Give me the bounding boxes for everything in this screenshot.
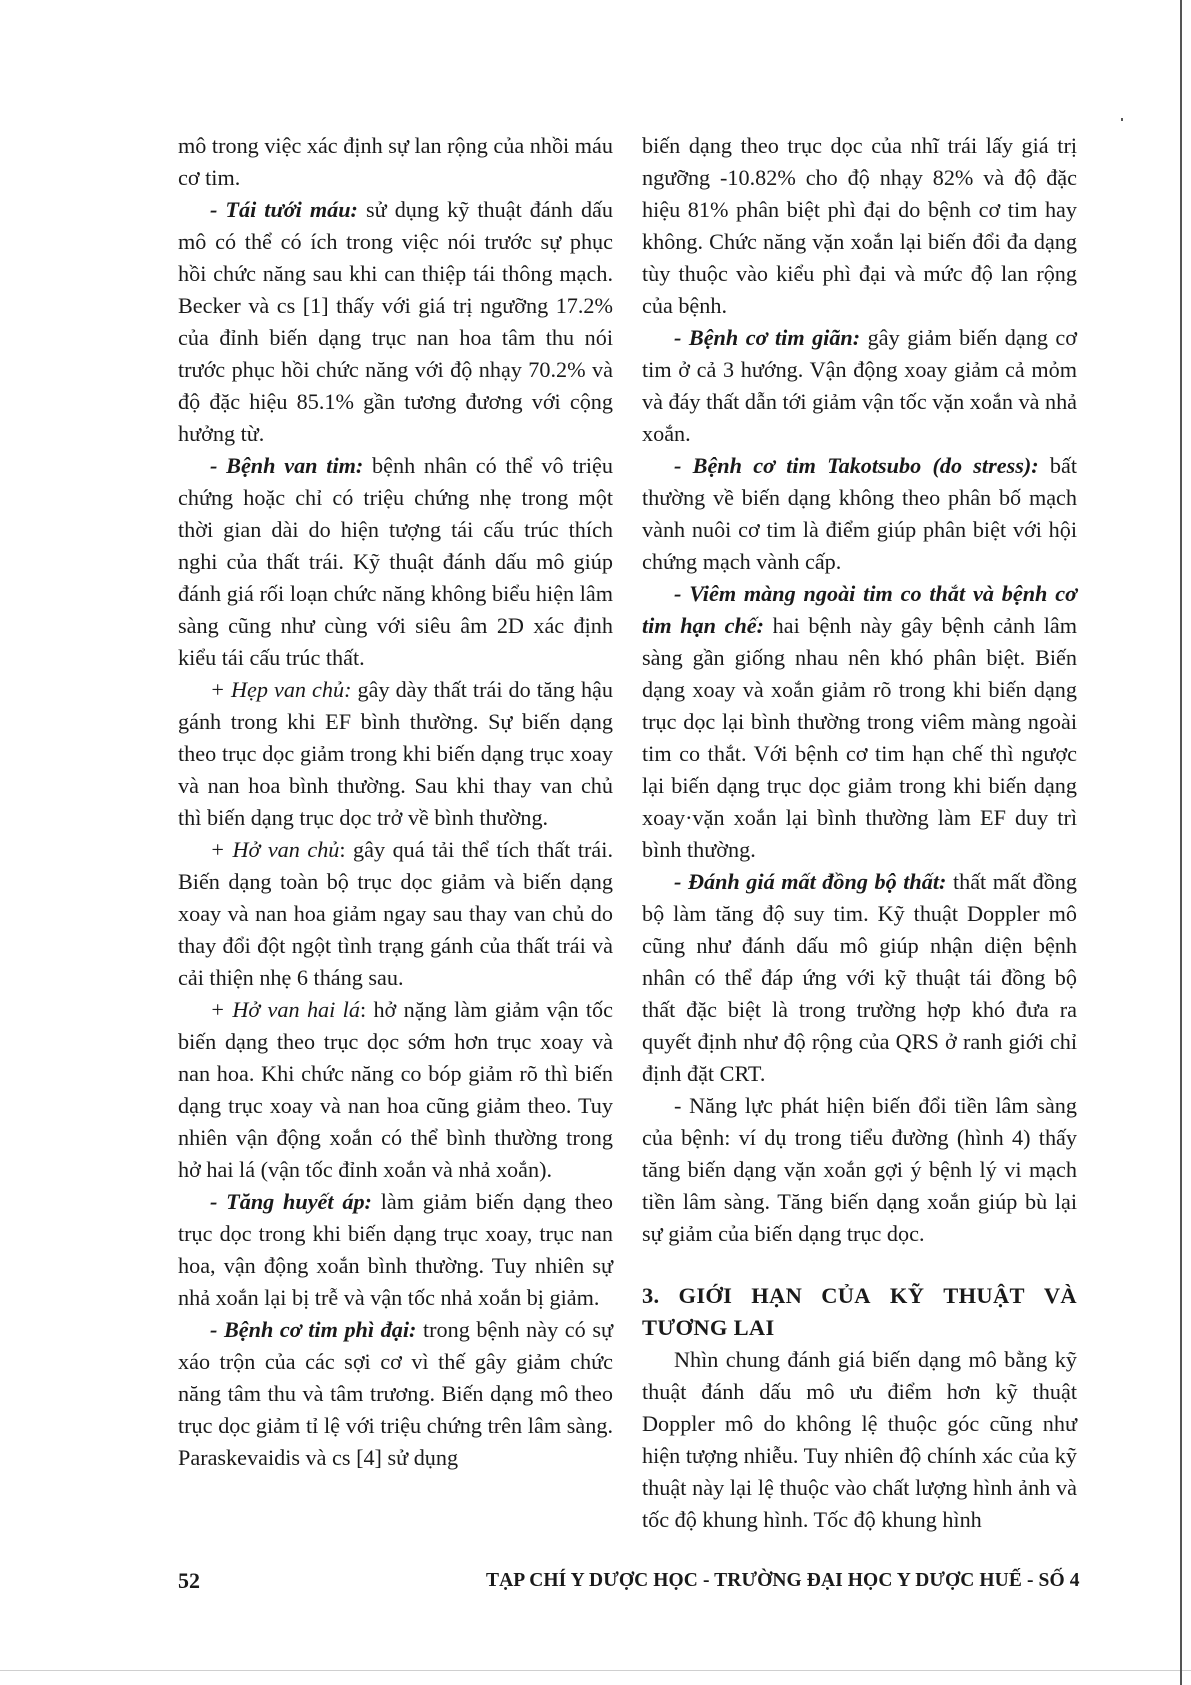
paragraph-text: làm giảm biến dạng theo trục dọc trong khi biến dạng trục xoay, trục nan hoa, vận động xoắn bình thường. Tuy nhiên sự nhả xoắn lại bị trễ và vận tốc nhả xoắn bị giảm. xyxy=(178,1189,613,1310)
term-label: - Tăng huyết áp: xyxy=(210,1189,372,1214)
paragraph-text: : hở nặng làm giảm vận tốc biến dạng theo trục dọc sớm hơn trục xoay và nan hoa. Khi chức năng co bóp giảm rõ thì biến dạng trục xoay và nan hoa cũng giảm theo. Tuy nhiên vận động xoắn có thể bình thường trong hở hai lá (vận tốc đỉnh xoắn và nhả xoắn). xyxy=(178,997,613,1182)
left-column xyxy=(178,130,613,1474)
page-number: 52 xyxy=(178,1568,200,1593)
term-label: + Hẹp van chủ: xyxy=(210,677,352,702)
paragraph xyxy=(642,578,1077,866)
heading-word: KỸ xyxy=(889,1283,925,1308)
paragraph-text: bệnh nhân có thể vô triệu chứng hoặc chỉ có triệu chứng nhẹ trong một thời gian dài do hiện tượng tái cấu trúc thích nghi của thất trái. Kỹ thuật đánh dấu mô giúp đánh giá rối loạn chức năng không biểu hiện lâm sàng cũng như cùng với siêu âm 2D xác định kiểu tái cấu trúc thất. xyxy=(178,453,613,670)
paragraph-text: sử dụng kỹ thuật đánh dấu mô có thể có ích trong việc nói trước sự phục hồi chức năng sau khi can thiệp tái thông mạch. Becker và cs [1] thấy với giá trị ngưỡng 17.2% của đỉnh biến dạng trục nan hoa tâm thu nói trước phục hồi chức năng với độ nhạy 70.2% và độ đặc hiệu 85.1% gần tương đương với cộng hưởng từ. xyxy=(178,197,613,446)
paragraph xyxy=(178,1186,613,1314)
paragraph-text: Nhìn chung đánh giá biến dạng mô bằng kỹ thuật đánh dấu mô ưu điểm hơn kỹ thuật Doppler mô do không lệ thuộc góc cũng như hiện tượng nhiễu. Tuy nhiên độ chính xác của kỹ thuật này lại lệ thuộc vào chất lượng hình ảnh và tốc độ khung hình. Tốc độ khung hình xyxy=(642,1347,1077,1532)
paragraph xyxy=(178,994,613,1186)
section-heading-line1 xyxy=(642,1280,1077,1312)
term-label: + Hở van hai lá xyxy=(210,997,360,1022)
paragraph xyxy=(178,194,613,450)
paragraph xyxy=(642,450,1077,578)
bottom-scan-line xyxy=(0,1670,1191,1671)
paragraph-text: gây giảm biến dạng cơ tim ở cả 3 hướng. Vận động xoay giảm cả mỏm và đáy thất dẫn tới giảm vận tốc vặn xoắn và nhả xoắn. xyxy=(642,325,1078,446)
paragraph xyxy=(178,1314,613,1474)
term-label: - Bệnh cơ tim giãn: xyxy=(674,325,861,350)
paragraph xyxy=(642,130,1077,322)
term-label: - Viêm màng ngoài tim co thắt và bệnh cơ tim hạn chế: xyxy=(642,581,1077,638)
term-label: - Tái tưới máu: xyxy=(210,197,358,222)
journal-footer: TẠP CHÍ Y DƯỢC HỌC - TRƯỜNG ĐẠI HỌC Y DƯỢC HUẾ - SỐ 4 xyxy=(486,1570,1080,1591)
section-heading-line2: TƯƠNG LAI xyxy=(642,1315,775,1340)
term-label: - Bệnh van tim: xyxy=(210,453,364,478)
heading-word: VÀ xyxy=(1043,1283,1077,1308)
paragraph-text: thất mất đồng bộ làm tăng độ suy tim. Kỹ thuật Doppler mô cũng như đánh dấu mô giúp nhận diện bệnh nhân có thể đáp ứng với kỹ thuật tái đồng bộ thất đặc biệt là trong trường hợp khó đưa ra quyết định như độ rộng của QRS ở ranh giới chỉ định đặt CRT. xyxy=(642,869,1077,1086)
paragraph xyxy=(178,674,613,834)
right-column xyxy=(642,130,1077,1536)
paragraph xyxy=(642,866,1077,1090)
section-heading xyxy=(642,1280,1077,1344)
term-label: - Bệnh cơ tim phì đại: xyxy=(210,1317,417,1342)
paragraph-text: : gây quá tải thể tích thất trái. Biến dạng toàn bộ trục dọc giảm và biến dạng xoay và nan hoa giảm ngay sau thay van chủ do thay đổi đột ngột tình trạng gánh của thất trái và cải thiện nhẹ 6 tháng sau. xyxy=(178,837,613,990)
paragraph xyxy=(178,450,613,674)
paragraph xyxy=(642,322,1077,450)
heading-word: THUẬT xyxy=(943,1283,1025,1308)
paragraph-text: biến dạng theo trục dọc của nhĩ trái lấy giá trị ngưỡng -10.82% cho độ nhạy 82% và độ đặc hiệu 81% phân biệt phì đại do bệnh cơ tim hay không. Chức năng vặn xoắn lại biến đổi đa dạng tùy thuộc vào kiểu phì đại và mức độ lan rộng của bệnh. xyxy=(642,133,1077,318)
paragraph xyxy=(178,834,613,994)
page-edge-line xyxy=(1180,0,1182,1685)
scan-mark xyxy=(1121,118,1123,121)
term-label: - Bệnh cơ tim Takotsubo (do stress): xyxy=(674,453,1039,478)
heading-word: CỦA xyxy=(821,1283,871,1308)
paragraph-text: gây dày thất trái do tăng hậu gánh trong khi EF bình thường. Sự biến dạng theo trục dọc giảm trong khi biến dạng trục xoay và nan hoa bình thường. Sau khi thay van chủ thì biến dạng trục dọc trở về bình thường. xyxy=(178,677,613,830)
heading-word: 3. xyxy=(642,1283,660,1308)
paragraph-text: bất thường về biến dạng không theo phân bố mạch vành nuôi cơ tim là điểm giúp phân biệt với hội chứng mạch vành cấp. xyxy=(642,453,1077,574)
term-label: - Đánh giá mất đồng bộ thất: xyxy=(674,869,947,894)
paragraph xyxy=(178,130,613,194)
term-label: + Hở van chủ xyxy=(210,837,340,862)
paragraph-text: hai bệnh này gây bệnh cảnh lâm sàng gần giống nhau nên khó phân biệt. Biến dạng xoay và xoắn giảm rõ trong khi biến dạng trục dọc lại bình thường trong viêm màng ngoài tim co thắt. Với bệnh cơ tim hạn chế thì ngược lại biến dạng trục dọc giảm trong khi biến dạng xoay·vặn xoắn lại bình thường làm EF duy trì bình thường. xyxy=(642,613,1077,862)
paragraph xyxy=(642,1344,1077,1536)
paragraph-text: - Năng lực phát hiện biến đổi tiền lâm sàng của bệnh: ví dụ trong tiểu đường (hình 4) thấy tăng biến dạng vặn xoắn gợi ý bệnh lý vi mạch tiền lâm sàng. Tăng biến dạng xoắn giúp bù lại sự giảm của biến dạng trục dọc. xyxy=(642,1093,1077,1246)
paragraph-text: mô trong việc xác định sự lan rộng của nhồi máu cơ tim. xyxy=(178,133,613,190)
paragraph xyxy=(642,1090,1077,1250)
heading-word: GIỚI xyxy=(678,1283,733,1308)
heading-word: HẠN xyxy=(751,1283,803,1308)
paragraph-text: trong bệnh này có sự xáo trộn của các sợi cơ vì thế gây giảm chức năng tâm thu và tâm trương. Biến dạng mô theo trục dọc giảm tỉ lệ với triệu chứng trên lâm sàng. Paraskevaidis và cs [4] sử dụng xyxy=(178,1317,613,1470)
